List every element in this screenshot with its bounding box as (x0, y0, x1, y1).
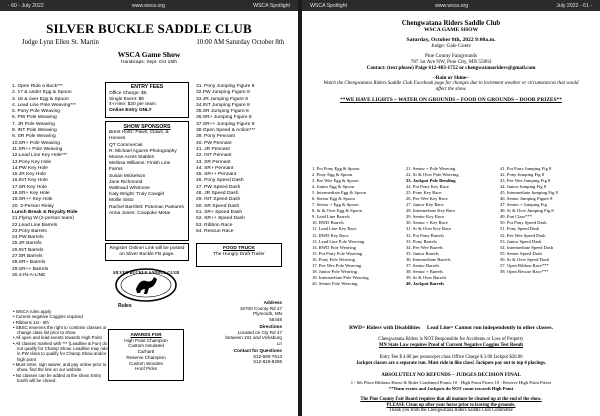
rule-item: • WSCA rules apply (13, 309, 52, 314)
show-title: WSCA Game Show (117, 50, 181, 59)
jackpot-line: Jackpot classes are a separate run. Must ride in like class! Jackpots pay out to top 4 placings. (355, 360, 547, 366)
class-item: 51. Pony Speed Dash (500, 226, 540, 232)
award-line: Custom Wooden (128, 360, 164, 366)
rwd-note: RWD= Riders with Disabilities (349, 325, 421, 331)
class-item: 48. Sr & Over Jumping Fig 8 (500, 208, 554, 214)
class-item: 22.Lead Line Barrels (12, 222, 58, 228)
class-item: 52. Pee Wee Speed Dash (500, 232, 546, 238)
class-item: 24. Pot Pony Key Race (406, 184, 449, 190)
site-url[interactable]: www.wsca.org (131, 2, 165, 9)
register-text: Register Online! Link will be posted on Silver Buckle FB page. (109, 246, 185, 257)
class-item: 16.INT Key Hole (12, 178, 48, 184)
class-item: 19. Intermediate Pole Weaving (312, 274, 369, 280)
class-item: 48. JR Speed Dash (196, 191, 239, 197)
class-item: 15. Pot Pony Pole Weaving (312, 250, 363, 256)
team-events-line: **Team events and Jackpots do NOT count towards High Point (388, 385, 514, 391)
fair-board-line: The Pine County Fair Board requires that all manure be cleaned up at the end of the show. (360, 397, 542, 402)
liability-notes (310, 337, 592, 349)
food-truck-title: FOOD TRUCK (223, 246, 255, 251)
class-item: 50. Pot Pony Speed Dash (500, 220, 547, 226)
rule-item: • All classes marked with *** (Leadline & Fun) do not qualify for Champ Show. Leadline may ride in PW class to qualify for Champ Show and/or high point (13, 340, 108, 362)
class-item: 5. Intermediate Egg & Spoon (312, 190, 366, 196)
sponsor-item: Moose Acres Stables (109, 155, 155, 161)
class-item: 40. PW Pennant (196, 140, 232, 146)
class-item: 11. Lead Line Key Race (312, 226, 357, 232)
class-item: 46. Pony Speed Dash (196, 178, 244, 184)
class-item: 17.SR Key Hole (12, 184, 47, 190)
entry-fee-line: Office Charge: $5 (109, 90, 147, 96)
judge-name: Judge Lynn Ellen St. Martin (22, 39, 99, 46)
rules-title: Rules (118, 303, 132, 309)
awards-title: AWARDS FOR (130, 332, 162, 337)
class-item: 28. Intermediate Key Race (406, 208, 456, 214)
class-item: 7. JR Pole Weaving (12, 121, 55, 127)
class-item: 49. Fun Class*** (500, 214, 533, 220)
logo-text: SILVER BUCKLE SADDLE CLUB (112, 270, 180, 275)
coggins-line: MN State Law requires Proof of Current Negative Coggins Test Result (378, 342, 524, 348)
class-item: 42. INT Pennant (196, 153, 232, 159)
sponsor-item: R. Michael Aguirre Photography (109, 148, 177, 154)
class-item: 34.INT Jumping Figure 8 (196, 102, 250, 108)
judge-time-line (0, 39, 298, 46)
class-item: 9. SR Pole Weaving (12, 134, 56, 140)
rain-or-shine: ~Rain or Shine~ (433, 75, 469, 81)
magazine-title: WSCA Spotlight (310, 2, 347, 9)
class-column-3 (500, 166, 558, 275)
class-item: 51. SR+ Speed Dash (196, 209, 243, 215)
address-block (196, 300, 282, 365)
class-item: 21.Flying W (2-person team) (12, 216, 74, 222)
fees-notes (310, 355, 592, 367)
entry-fees-title: ENTRY FEES (130, 84, 164, 90)
class-item: 43. Pee Wee Jumping Fig 8 (500, 178, 551, 184)
class-item: 19.SR++ Key Hole (12, 197, 53, 203)
club-title: Chengwatana Riders Saddle Club (401, 20, 501, 27)
class-item: 13. Lead Line Pole Weaving (312, 238, 365, 244)
address-title: Address (263, 300, 282, 305)
directions-line: between 101 and Vicksburg (225, 335, 282, 340)
register-online-box[interactable] (105, 243, 189, 261)
fairgrounds-address: 787 1st Ave NW, Pine City, MN 55063 (410, 59, 492, 65)
class-list-b (196, 84, 292, 235)
class-item: 8. INT Pole Weaving (12, 128, 57, 134)
award-line: Reserve Champion (126, 354, 166, 360)
class-item: 30. Senior + Key Race (406, 220, 448, 226)
entry-fee-line: Online Entry ONLY (109, 108, 152, 114)
class-item: 36. Intermediate Barrels (406, 256, 451, 262)
class-item: 58. Open Rescue Race*** (500, 268, 549, 274)
sponsor-item: Susan Mickelson (109, 173, 146, 179)
class-item: 38.Open Speed & Action*** (196, 128, 256, 134)
class-item: 23.Pony Barrels (12, 228, 47, 234)
class-item: 57. Open Ribbon Race*** (500, 262, 549, 268)
class-item: 18. Junior Pole Weaving (312, 268, 357, 274)
class-item: 28.SR+ Barrels (12, 260, 46, 266)
class-item: 13.Pony Key Hole (12, 159, 52, 165)
site-url[interactable]: www.wsca.org (434, 2, 469, 9)
class-item: 35.SR Jumping Figure 8 (196, 109, 249, 115)
class-item: 56. Sr & Over Speed Dash (500, 256, 549, 262)
class-item: 12.Lead Line Key Hole*** (12, 153, 68, 159)
class-item: 25. Pony Key Race (406, 190, 442, 196)
entry-fees-box (105, 82, 189, 118)
class-item: 4. Junior Egg & Spoon (312, 184, 355, 190)
fees-line: Entry Fee $ 4.00 per person/per class Office Charge $ 3.00 Jackpot $20.00 (379, 355, 523, 360)
class-item: 26.INT Barrels (12, 247, 44, 253)
class-item: 49. INT Speed Dash (196, 197, 241, 203)
class-item: 29. Senior Key Race (406, 214, 445, 220)
class-item: 33.JR Jumping Figure 8 (196, 96, 248, 102)
class-item: 45. Intermediate Jumping Fig 8 (500, 190, 558, 196)
judge-name: Judge: Gale Goetz (431, 43, 471, 49)
class-item: 8. Sr & Over Egg & Spoon (312, 208, 362, 214)
class-item: 41. JR Pennant (196, 146, 230, 152)
sponsor-item: Jane Richmond (109, 179, 143, 185)
food-truck-name: The Hungry Draft Trailer (213, 252, 265, 257)
address-line: Plymouth, MN (253, 311, 282, 316)
contact-line[interactable]: Contact: (text please) Paige 612-483-1752 or chengwatanariders@gmail.com (366, 65, 536, 71)
sponsor-item: Waltraud Whitmore (109, 186, 150, 192)
rule-item: • All open and lead events towards High Point (13, 335, 102, 341)
rule-item: • Ribbons 1st - 6th (13, 319, 49, 325)
class-item: 53. Ribbon Race (196, 222, 233, 228)
class-item: 15.JR Key Hole (12, 172, 46, 178)
class-item: 53. Junior Speed Dash (500, 238, 542, 244)
class-item: 41. Pot Pony Jumping Fig 8 (500, 166, 552, 171)
magazine-title: WSCA Spotlight (253, 2, 290, 9)
class-item: 37.SR++ Jumping Figure 8 (196, 121, 255, 127)
rwd-leadline-line (310, 325, 592, 331)
handicap-line: Handicaps: Sept. Oct 15th (121, 60, 177, 65)
class-item: 39. Sr & Over Barrels (406, 274, 447, 280)
right-page-header (302, 0, 600, 11)
address-line: 55446 (269, 316, 282, 322)
show-time: 10:00 AM Saturday October 8th (196, 39, 284, 46)
contact-phone[interactable]: 512-819-8296 (253, 359, 282, 364)
class-item: 37. Senior Barrels (406, 262, 440, 268)
class-item: 9. Lead Line Barrels (312, 214, 350, 220)
directions-title: Directions (259, 324, 282, 329)
class-item: 43. SR Pennant (196, 159, 231, 165)
class-column-1 (312, 166, 369, 287)
class-item: 14. RWD Pole Weaving (312, 244, 356, 250)
class-item: 10. RWD Barrels (312, 220, 344, 226)
sponsor-item: Melissa Williams: Finish Line Farms (109, 161, 171, 173)
award-line: High Point Champion (124, 337, 168, 343)
class-item: 55. Senior Speed Dash (500, 250, 542, 256)
page-number: - 60 - July 2022 (8, 2, 44, 9)
contact-title: Contact for Questions (233, 348, 282, 353)
points-notes (310, 380, 592, 391)
sponsor-item: Anna Jones: Cowpoke Meta! (109, 210, 171, 216)
class-item: 25.JR Barrels (12, 241, 42, 247)
entry-fee-line: Single Event: $6 (109, 96, 144, 102)
class-column-2 (406, 166, 459, 287)
show-date: Saturday, October 8th, 2022 9:00a.m. (406, 37, 496, 43)
class-item: 39. Pony Pennant (196, 134, 235, 140)
class-item: 36.SR+ Jumping Figure 8 (196, 115, 252, 121)
class-item: 1. Pot Pony Egg & Spoon (312, 166, 360, 171)
silver-buckle-logo (106, 265, 186, 305)
class-item: 30.4-IN-A-LINE (12, 272, 46, 278)
right-page (302, 0, 600, 416)
class-item: 42. Pony Jumping Fig 8 (500, 172, 545, 178)
class-item: 54. Rescue Race (196, 228, 234, 234)
class-item: 20. Senior Pole Weaving (312, 280, 358, 286)
food-truck-box (196, 243, 282, 267)
left-page-header (0, 0, 298, 11)
rule-item: • No classes can be added at the show. Entry booth will be closed. (13, 372, 102, 383)
points-line: 1 - 6th Place Ribbons Horse & Rider Combined Points 10 - High Point Prizes 10 - Reserve High Point Prizes (350, 380, 552, 385)
class-item: 24.PW Barrels (12, 235, 44, 241)
class-item: 6. PW Pole Weaving (12, 115, 57, 121)
sponsors-box (105, 121, 189, 241)
cleanup-line: PLEASE Clean up after your horse prior to leaving the grounds. (386, 402, 516, 408)
class-item: 17. Pee Wee Pole Weaving (312, 262, 362, 268)
rule-item: • Must enter, sign waiver, and pay online prior to show, find the link on our website. (13, 361, 107, 373)
class-item: 21. Senior + Pole Weaving (406, 166, 456, 171)
class-item: 29.SR++ Barrels (12, 266, 49, 272)
class-item: 12. RWD Key Race (312, 232, 349, 238)
class-item: 31. Pony Jumping Figure 8 (196, 84, 255, 89)
sponsors-title: SHOW SPONSORS (123, 124, 171, 130)
class-item: 10.SR+ Pole Weaving (12, 140, 60, 146)
class-item: 3. Pee Wee Egg & Spoon (312, 178, 359, 184)
class-item: 44. SR+ Pennant (196, 165, 234, 171)
class-item: 20. 3-Person Relay (12, 203, 54, 209)
sponsor-item: Katy Wright: Truly Cowgirl (109, 192, 165, 198)
class-item: 4. Lead Line Pole Weaving*** (12, 102, 77, 108)
class-item: 5. Pony Pole Weaving (12, 109, 61, 115)
closing-notes (310, 397, 592, 414)
sponsor-item: QT Commercial (109, 142, 143, 148)
class-item: 26. Pee Wee Key Race (406, 196, 448, 202)
class-item: 33. Pony Barrels (406, 238, 437, 244)
award-line: Hoof Picks (135, 366, 157, 372)
awards-box (108, 329, 184, 381)
class-item: 2. 17 & under Egg & Spoon (12, 90, 72, 96)
class-item: 22. Sr & Over Pole Weaving (406, 172, 459, 178)
class-item: 32. Pot Pony Barrels (406, 232, 445, 238)
class-item: 50. SR Speed Dash (196, 203, 240, 209)
sponsor-item: Rachel Barrtlett: Potomac Pastures (109, 204, 184, 210)
rule-item: • Current negative Coggins required (13, 314, 83, 320)
directions-line: Located on Cty Rd 47 (237, 329, 282, 335)
contact-phone[interactable]: 612-590-7613 (253, 353, 282, 359)
rule-item: • SBSC reserves the right to combine classes or change class list prior to show (13, 324, 107, 336)
thanks-line: Thank you from the Chengwatana Riders Saddle Club Committee (389, 408, 513, 414)
leadline-note: Lead Line= Cannot run independently in other classes. (426, 325, 553, 331)
class-item: 2. Pony Egg & Spoon (312, 172, 353, 178)
class-item: 44. Junior Jumping Fig 8 (500, 184, 547, 190)
class-item: 47. PW Speed Dash (196, 184, 241, 190)
address-line: 16700 County Rd 47 (239, 305, 282, 311)
class-item: 47. Senior + Jumping Fig (500, 202, 547, 208)
class-item: 34. Pee Wee Barrels (406, 244, 444, 250)
class-item: 54. Intermediate Speed Dash (500, 244, 554, 250)
entry-fee-line: 4-n-line: $20 per team (109, 102, 156, 108)
club-title: SILVER BUCKLE SADDLE CLUB (46, 21, 252, 36)
class-item: 7. Senior + Egg & Spoon (312, 202, 359, 208)
class-item: 31. Sr & Over Key Race (406, 226, 452, 232)
facebook-notice: Watch the Chengwatana Riders Saddle Club Facebook page for changes due to inclement weather or circumstances that would affect the show. (323, 81, 579, 92)
show-title: WSCA GAME SHOW (423, 27, 479, 33)
class-item: 27.SR Barrels (12, 254, 43, 260)
class-item: 18.SR+ Key Hole (12, 191, 50, 197)
class-item: 27. Junior Key Race (406, 202, 444, 208)
class-list-a (12, 84, 102, 279)
class-item: 46. Senior Jumping Figure 8 (500, 196, 553, 202)
class-item: 11.SR++ Pole Weaving (12, 146, 63, 152)
class-item: 32.PW Jumping Figure 8 (196, 90, 250, 96)
class-item: 52. SR++ Speed Dash (196, 216, 245, 222)
page-number: July 2022 - 61 - (556, 2, 592, 9)
rules-list (12, 309, 108, 383)
class-item: 35. Junior Barrels (406, 250, 439, 256)
left-page (0, 0, 298, 416)
amenities-line: **WE HAVE LIGHTS ~ WATER ON GROUNDS ~ FOOD ON GROUNDS ~ DOOR PRIZES** (340, 97, 562, 103)
refund-line: ABSOLUTELY NO REFUNDS ~ JUDGES DECISION FINAL (381, 372, 521, 378)
liability-line: Chengwatana Riders is NOT Responsible for Accidents or Loss of Property (378, 337, 524, 342)
lunch-break: Lunch Break & Royalty Ride (12, 209, 78, 215)
class-item: 3. 18 & over Egg & Spoon (12, 96, 69, 102)
class-item: 6. Senior Egg & Spoon (312, 196, 355, 202)
class-item: 16. Pony Pole Weaving (312, 256, 355, 262)
class-item: 1. Open Ride a Buck*** (12, 84, 63, 89)
award-line: Custom Insulated (128, 343, 164, 349)
sponsor-item: Brent Holtz: Paws, Claws, & Hooves (109, 130, 169, 142)
class-item: 38. Senior + Barrels (406, 268, 444, 274)
class-item: 14.PW Key Hole (12, 165, 48, 171)
class-item: 40. Jackpot Barrels (406, 280, 445, 286)
class-item: 23. Jackpot Pole Bending (406, 178, 456, 184)
directions-line: Ln (276, 340, 282, 346)
fairgrounds-name: Pine County Fairgrounds (424, 53, 478, 59)
award-line: Carhartt (137, 349, 155, 355)
sponsor-item: Mollie Sisto (109, 198, 134, 204)
class-item: 45. SR++ Pennant (196, 172, 237, 178)
